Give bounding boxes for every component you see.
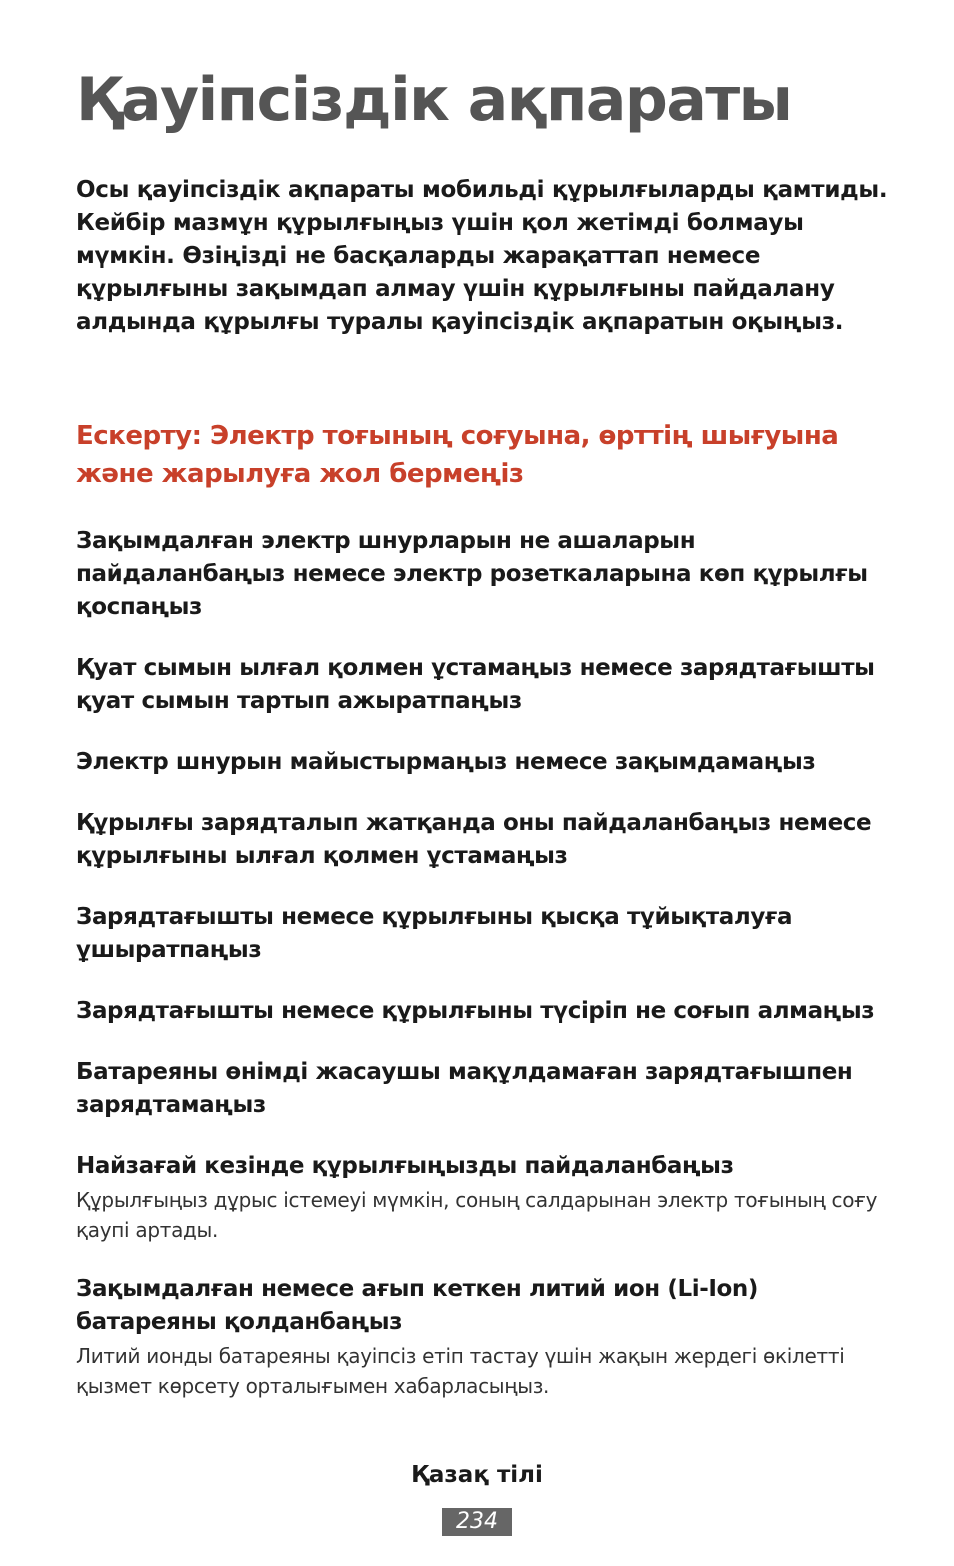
safety-item: [76, 525, 896, 624]
safety-item: [76, 1056, 896, 1122]
document-page: [76, 60, 896, 1429]
warning-heading: Ескерту: Электр тоғының соғуына, өрттің шығуына және жарылуға жол бермеңіз: [76, 421, 839, 489]
safety-item-title: Қуат сымын ылғал қолмен ұстамаңыз немесе зарядтағышты қуат сымын тартып ажыратпаңыз: [76, 655, 875, 714]
safety-item: [76, 901, 896, 967]
safety-item-title: Зарядтағышты немесе құрылғыны түсіріп не соғып алмаңыз: [76, 998, 875, 1024]
safety-item: [76, 1150, 896, 1245]
safety-item-description: Литий ионды батареяны қауіпсіз етіп тастау үшін жақын жердегі өкілетті қызмет көрсету орталығымен хабарласыңыз.: [76, 1344, 845, 1398]
safety-item: [76, 807, 896, 873]
safety-item: [76, 746, 896, 779]
safety-item-title: Зақымдалған немесе ағып кеткен литий ион (Li-Ion) батареяны қолданбаңыз: [76, 1276, 758, 1335]
safety-item-title: Найзағай кезінде құрылғыңызды пайдаланбаңыз: [76, 1153, 734, 1179]
intro-paragraph: Осы қауіпсіздік ақпараты мобильді құрылғыларды қамтиды. Кейбір мазмұн құрылғыңыз үшін қол жетімді болмауы мүмкін. Өзіңізді не басқаларды жарақаттап немесе құрылғыны зақымдап алмау үшін құрылғыны пайдалану алдында құрылғы туралы қауіпсіздік ақпаратын оқыңыз.: [76, 177, 888, 335]
safety-item-title: Зақымдалған электр шнурларын не ашаларын пайдаланбаңыз немесе электр розеткаларына көп құрылғы қоспаңыз: [76, 528, 868, 620]
page-title: Қауіпсіздік ақпараты: [76, 65, 792, 135]
safety-item-title: Зарядтағышты немесе құрылғыны қысқа тұйықталуға ұшыратпаңыз: [76, 904, 793, 963]
safety-item-description: Құрылғыңыз дұрыс істемеуі мүмкін, соның салдарынан электр тоғының соғу қаупі артады.: [76, 1188, 878, 1242]
safety-item: [76, 1273, 896, 1401]
safety-item-title: Электр шнурын майыстырмаңыз немесе зақымдамаңыз: [76, 749, 816, 775]
safety-items-list: [76, 525, 896, 1401]
page-number-badge: 234: [442, 1508, 512, 1536]
safety-item: [76, 652, 896, 718]
safety-item-title: Құрылғы зарядталып жатқанда оны пайдаланбаңыз немесе құрылғыны ылғал қолмен ұстамаңыз: [76, 810, 872, 869]
safety-item: [76, 995, 896, 1028]
footer-language: Қазақ тілі: [411, 1462, 543, 1488]
safety-item-title: Батареяны өнімді жасаушы мақұлдамаған зарядтағышпен зарядтамаңыз: [76, 1059, 853, 1118]
